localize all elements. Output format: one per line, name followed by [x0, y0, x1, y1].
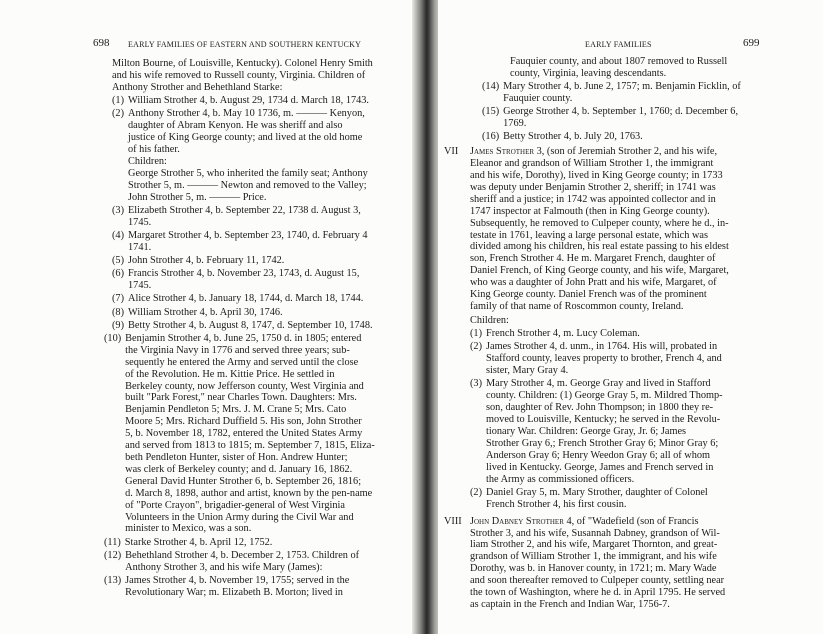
- entry-number: (3): [112, 204, 125, 216]
- entry-number: (2): [470, 341, 483, 353]
- intro-line: Anthony Strother and Behethland Starke:: [112, 81, 283, 93]
- entry-text: John Strother 4, b. February 11, 1742.: [128, 254, 285, 266]
- entry-number: (14): [482, 81, 500, 93]
- entry-number: (9): [112, 319, 125, 331]
- entry-text: Daniel Gray 5, m. Mary Strother, daughter of Colonel French Strother 4, his first cousin.: [486, 486, 708, 510]
- entry-number: (1): [112, 95, 125, 107]
- entry: [112, 307, 408, 319]
- entry-number: (5): [112, 254, 125, 266]
- entry-number: (3): [470, 378, 483, 390]
- entry-text: Elizabeth Strother 4, b. September 22, 1738 d. August 3, 1745.: [128, 204, 361, 228]
- section-body: [470, 516, 754, 611]
- section-vii: [444, 146, 754, 313]
- intro-line: Milton Bourne, of Louisville, Kentucky). Colonel Henry Smith: [112, 58, 373, 69]
- running-head: EARLY FAMILIES: [585, 40, 652, 49]
- child-entry: [470, 487, 754, 511]
- entry-number: (10): [104, 332, 122, 344]
- right-page-text: [444, 56, 754, 611]
- entry-text: French Strother 4, m. Lucy Coleman.: [486, 328, 640, 340]
- entry: [482, 106, 754, 130]
- entry: [104, 575, 408, 599]
- person-name: James Strother: [470, 146, 535, 158]
- entry-number: (7): [112, 293, 125, 305]
- child-entry: [470, 328, 754, 340]
- section-text: 3, (son of Jeremiah Strother 2, and his wife, Eleanor and grandson of William Strother 1, the immigrant and his wife, Dorothy), lived in King George county; in 1733 was deputy under Benjamin Strother 2, sheriff; in 1741 was sheriff and a justice; in 1742 was appointed collector and in 1747 inspector at Falmouth (then in King George county). Subsequently, he removed to Culpeper county, where he d., in- testate in 1761, leaving a large personal estate, which was divided among his children, his real estate passing to his eldest son, French Strother 4. He m. Margaret French, daughter of Daniel French, of King George county, and his wife, Margaret, who was a daughter of John Pratt and his wife, Margaret, of King George county. Daniel French was of the prominent family of that name of Roscommon county, Ireland.: [470, 146, 729, 313]
- entry: [112, 230, 408, 254]
- children-list: George Strother 5, who inherited the family seat; Anthony Strother 5, m. ——— Newton and removed to the Valley; John Strother 5, m. ——— Price.: [128, 167, 368, 203]
- intro-line: and his wife removed to Russell county, Virginia. Children of: [112, 69, 366, 81]
- entry: [112, 108, 408, 203]
- entry-text: James Strother 4, b. November 19, 1755; served in the Revolutionary War; m. Elizabeth B. Morton; lived in: [125, 574, 350, 598]
- entry: [104, 550, 408, 574]
- entry-number: (15): [482, 106, 500, 118]
- entry-text: James Strother 4, d. unm., in 1764. His will, probated in Stafford county, leaves property to brother, French 4, and sister, Mary Gray 4.: [486, 341, 722, 377]
- entry-number: (11): [104, 536, 121, 548]
- entry-text: Behethland Strother 4, b. December 2, 1753. Children of Anthony Strother 3, and his wife Mary (James):: [125, 549, 360, 573]
- entry-number: (4): [112, 229, 125, 241]
- entry-number: (8): [112, 306, 125, 318]
- section-viii: [444, 516, 754, 611]
- entry-text: George Strother 4, b. September 1, 1760; d. December 6, 1769.: [503, 106, 739, 130]
- entry-number: (13): [104, 574, 122, 586]
- entry: [112, 293, 408, 305]
- entry-text: Alice Strother 4, b. January 18, 1744, d. March 18, 1744.: [128, 293, 364, 305]
- entry-text: William Strother 4, b. April 30, 1746.: [128, 306, 283, 318]
- entry: [112, 320, 408, 332]
- entry: [112, 95, 408, 107]
- entry-text: Margaret Strother 4, b. September 23, 1740, d. February 4 1741.: [128, 229, 368, 253]
- page-number: 699: [743, 37, 760, 49]
- children-label: Children:: [470, 314, 509, 326]
- entry-number: (1): [470, 328, 483, 340]
- entry: [112, 255, 408, 267]
- page-number: 698: [93, 37, 110, 49]
- child-entry: [470, 341, 754, 377]
- entry-number: (2): [470, 486, 483, 498]
- entry-number: (6): [112, 268, 125, 280]
- entry-text: William Strother 4, b. August 29, 1734 d. March 18, 1743.: [128, 95, 369, 107]
- entry-text: Anthony Strother 4, b. May 10 1736, m. ——— Kenyon, daughter of Abram Kenyon. He was sheriff and also justice of King George county; and lived at the old home of his father.: [128, 108, 365, 155]
- entry-text: Starke Strother 4, b. April 12, 1752.: [124, 536, 273, 548]
- entry: [104, 537, 408, 549]
- entry: [482, 81, 754, 105]
- entry-text: Mary Strother 4, b. June 2, 1757; m. Benjamin Ficklin, of Fauquier county.: [503, 81, 741, 105]
- entry-text: Betty Strother 4, b. August 8, 1747, d. September 10, 1748.: [128, 319, 373, 331]
- children-label: Children:: [128, 155, 167, 167]
- entry-text: Francis Strother 4, b. November 23, 1743, d. August 15, 1745.: [128, 268, 360, 292]
- entry: [482, 131, 754, 143]
- left-page-text: [104, 58, 408, 599]
- entry: [112, 268, 408, 292]
- continued-line: Fauquier county, and about 1807 removed to Russell: [510, 56, 728, 67]
- section-numeral: VII: [444, 146, 459, 158]
- section-body: [470, 146, 754, 313]
- section-text: 4, of "Wadefield (son of Francis Strother 3, and his wife, Susannah Dabney, grandson of Wil- liam Strother 2, and his wife, Margaret Thornton, and great- grandson of William Strother 1, the immigrant, and his wife Dorothy, was b. in Hanover county, in 1721; m. Mary Wade and soon thereafter removed to Culpeper county, settling near the town of Washington, where he d. in April 1795. He served as captain in the French and Indian War, 1756-7.: [470, 515, 726, 610]
- entry-number: (12): [104, 549, 122, 561]
- running-head: EARLY FAMILIES OF EASTERN AND SOUTHERN KENTUCKY: [128, 40, 362, 49]
- entry-number: (2): [112, 108, 125, 120]
- person-name: John Dabney Strother: [470, 515, 564, 527]
- entry-text: Mary Strother 4, m. George Gray and lived in Stafford county. Children: (1) George Gray 5, m. Mildred Thomp- son, daughter of Rev. John Thompson; in 1800 they re- moved to Louisville, Kentucky; he served in the Revolu- tionary War. Children: George Gray, Jr. 6; James Strother Gray 6,; French Strother Gray 6; Minor Gray 6; Anderson Gray 6; Henry Weedon Gray 6; all of whom lived in Kentucky. George, James and French served in the Army as commissioned officers.: [486, 378, 723, 485]
- section-numeral: VIII: [444, 515, 462, 527]
- right-page: [438, 0, 823, 634]
- continued-line: county, Virginia, leaving descendants.: [510, 67, 667, 79]
- children-list: [470, 328, 754, 510]
- entry: [112, 205, 408, 229]
- child-entry: [470, 378, 754, 485]
- entry-text: Benjamin Strother 4, b. June 25, 1750 d. in 1805; entered the Virginia Navy in 1776 and served three years; sub- sequently he entered the Army and served until the close of the Revolution. He m. Kittie Price. He settled in Berkeley county, now Jefferson county, West Virginia and built "Park Forest," near Charles Town. Daughters: Mrs. Benjamin Pendleton 5; Mrs. J. M. Crane 5; Mrs. Cato Moore 5; Mrs. Richard Duffield 5. His son, John Strother 5, b. November 18, 1782, entered the United States Army and served from 1813 to 1815; m. September 7, 1815, Eliza- beth Pendleton Hunter, sister of Hon. Andrew Hunter; was clerk of Berkeley county; and d. January 16, 1862. General David Hunter Strother 6, b. September 26, 1816; d. March 8, 1898, author and artist, known by the pen-name of "Porte Crayon", brigadier-general of West Virginia Volunteers in the Union Army during the Civil War and minister to Mexico, was a son.: [125, 332, 375, 535]
- entry-text: Betty Strother 4, b. July 20, 1763.: [503, 131, 643, 143]
- entry: [104, 333, 408, 535]
- entry-number: (16): [482, 131, 500, 143]
